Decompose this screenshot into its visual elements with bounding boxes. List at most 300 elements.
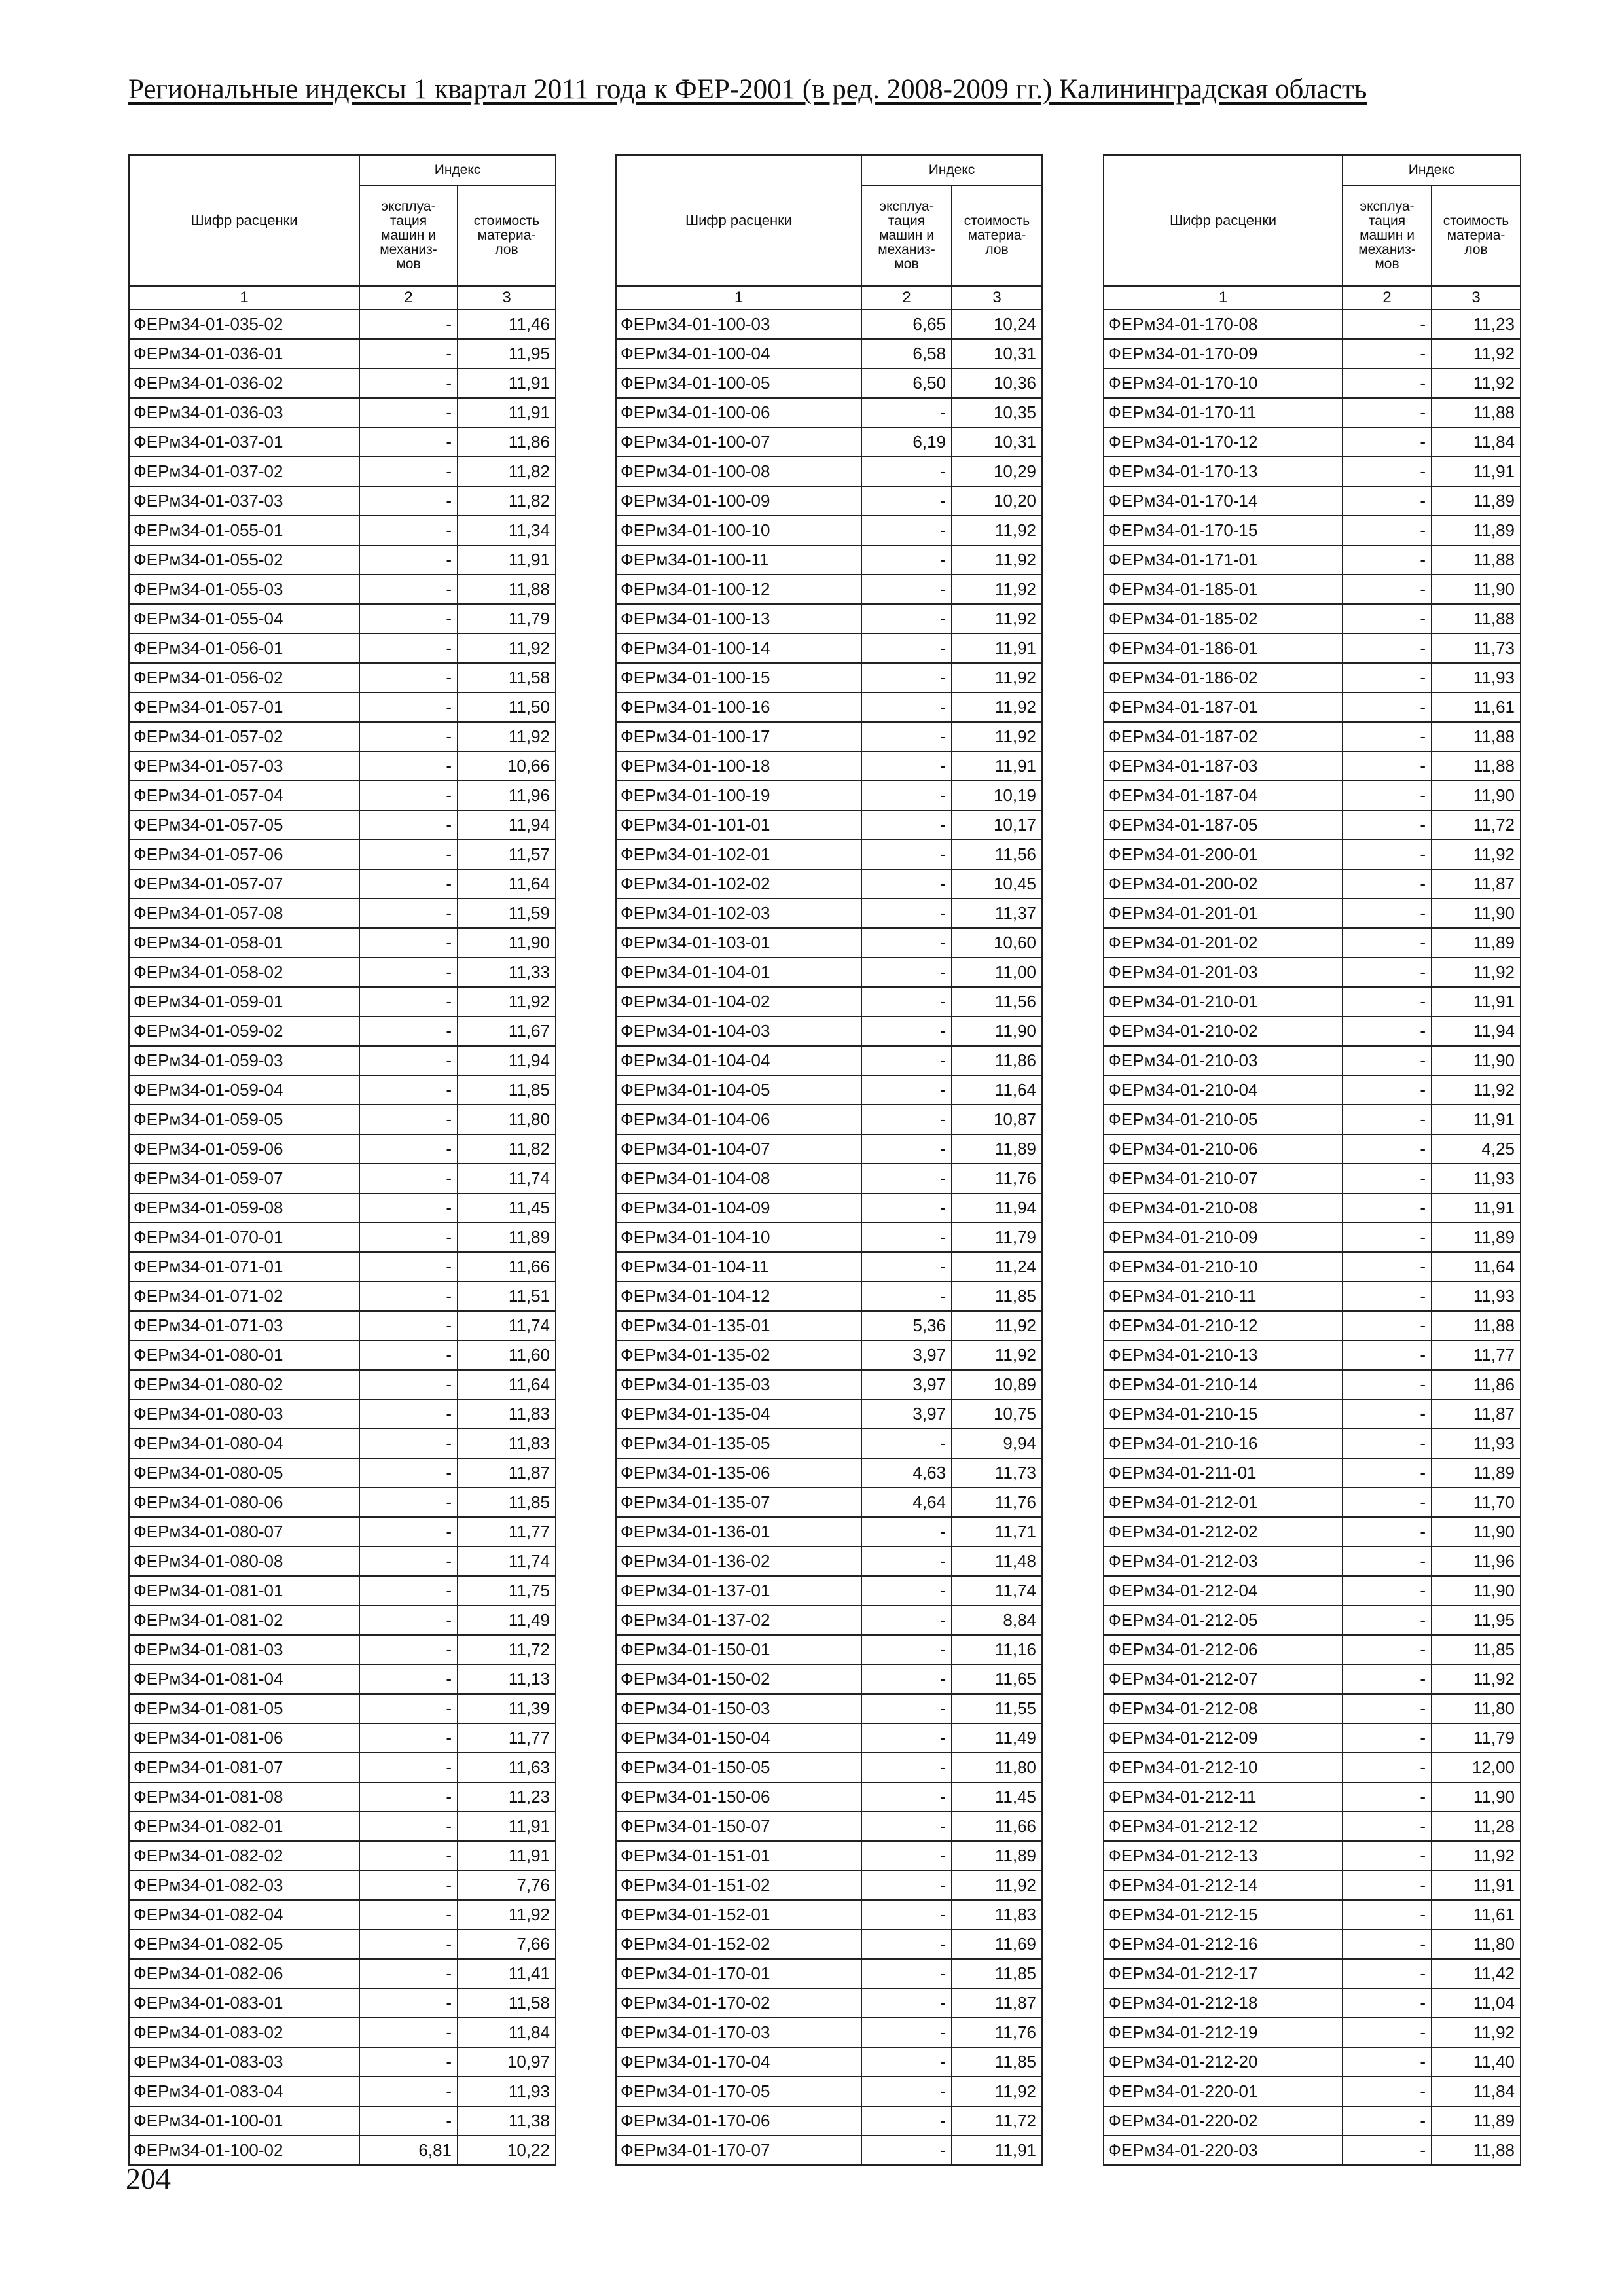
- machines-index-cell: -: [359, 840, 458, 869]
- materials-index-cell: 11,85: [458, 1488, 556, 1517]
- rate-code-cell: ФЕРм34-01-135-03: [616, 1370, 861, 1399]
- materials-index-cell: 11,24: [952, 1252, 1042, 1282]
- table-row: [616, 781, 1042, 810]
- materials-index-cell: 11,95: [1432, 1605, 1521, 1635]
- table-row: [616, 575, 1042, 604]
- table-row: [129, 1134, 556, 1164]
- rate-code-cell: ФЕРм34-01-057-03: [129, 751, 359, 781]
- rate-code-cell: ФЕРм34-01-210-04: [1104, 1075, 1343, 1105]
- rate-code-cell: ФЕРм34-01-170-13: [1104, 457, 1343, 486]
- machines-index-cell: -: [359, 1223, 458, 1252]
- rate-code-cell: ФЕРм34-01-083-01: [129, 1988, 359, 2018]
- rate-code-cell: ФЕРм34-01-083-04: [129, 2077, 359, 2106]
- rate-code-cell: ФЕРм34-01-187-01: [1104, 692, 1343, 722]
- table-row: [129, 928, 556, 958]
- materials-index-cell: 11,04: [1432, 1988, 1521, 2018]
- materials-index-cell: 11,91: [458, 1841, 556, 1871]
- table-row: [1104, 1399, 1521, 1429]
- index-table-2: [615, 154, 1043, 2166]
- materials-index-cell: 11,13: [458, 1664, 556, 1694]
- table-row: [1104, 2047, 1521, 2077]
- rate-code-cell: ФЕРм34-01-212-02: [1104, 1517, 1343, 1547]
- materials-index-cell: 11,90: [1432, 575, 1521, 604]
- rate-code-cell: ФЕРм34-01-100-19: [616, 781, 861, 810]
- machines-index-cell: -: [359, 1164, 458, 1193]
- table-row: [1104, 1223, 1521, 1252]
- table-row: [129, 1458, 556, 1488]
- machines-index-cell: -: [861, 2018, 952, 2047]
- header-code: Шифр расценки: [1104, 155, 1343, 286]
- materials-index-cell: 11,87: [1432, 1399, 1521, 1429]
- rate-code-cell: ФЕРм34-01-037-03: [129, 486, 359, 516]
- materials-index-cell: 11,83: [952, 1900, 1042, 1929]
- rate-code-cell: ФЕРм34-01-212-07: [1104, 1664, 1343, 1694]
- materials-index-cell: 11,85: [458, 1075, 556, 1105]
- rate-code-cell: ФЕРм34-01-212-06: [1104, 1635, 1343, 1664]
- rate-code-cell: ФЕРм34-01-212-13: [1104, 1841, 1343, 1871]
- materials-index-cell: 11,90: [1432, 899, 1521, 928]
- materials-index-cell: 10,87: [952, 1105, 1042, 1134]
- table-row: [1104, 810, 1521, 840]
- materials-index-cell: 11,84: [1432, 2077, 1521, 2106]
- rate-code-cell: ФЕРм34-01-100-04: [616, 339, 861, 368]
- materials-index-cell: 11,89: [952, 1841, 1042, 1871]
- materials-index-cell: 11,58: [458, 663, 556, 692]
- machines-index-cell: -: [861, 457, 952, 486]
- table-row: [129, 310, 556, 339]
- rate-code-cell: ФЕРм34-01-170-01: [616, 1959, 861, 1988]
- header-num-2: 2: [1343, 286, 1432, 310]
- materials-index-cell: 11,49: [952, 1723, 1042, 1753]
- table-row: [1104, 1929, 1521, 1959]
- machines-index-cell: -: [1343, 1223, 1432, 1252]
- materials-index-cell: 11,74: [458, 1164, 556, 1193]
- rate-code-cell: ФЕРм34-01-059-06: [129, 1134, 359, 1164]
- machines-index-cell: -: [1343, 2047, 1432, 2077]
- table-row: [616, 427, 1042, 457]
- rate-code-cell: ФЕРм34-01-135-06: [616, 1458, 861, 1488]
- machines-index-cell: -: [359, 1929, 458, 1959]
- rate-code-cell: ФЕРм34-01-212-16: [1104, 1929, 1343, 1959]
- rate-code-cell: ФЕРм34-01-081-02: [129, 1605, 359, 1635]
- materials-index-cell: 11,64: [952, 1075, 1042, 1105]
- rate-code-cell: ФЕРм34-01-170-06: [616, 2106, 861, 2136]
- rate-code-cell: ФЕРм34-01-104-02: [616, 987, 861, 1016]
- rate-code-cell: ФЕРм34-01-102-02: [616, 869, 861, 899]
- materials-index-cell: 11,92: [1432, 840, 1521, 869]
- materials-index-cell: 10,19: [952, 781, 1042, 810]
- machines-index-cell: -: [861, 398, 952, 427]
- rate-code-cell: ФЕРм34-01-080-07: [129, 1517, 359, 1547]
- header-num-3: 3: [952, 286, 1042, 310]
- table-row: [616, 1694, 1042, 1723]
- header-machines: эксплуа- тация машин и механиз- мов: [861, 185, 952, 286]
- rate-code-cell: ФЕРм34-01-210-13: [1104, 1340, 1343, 1370]
- rate-code-cell: ФЕРм34-01-100-02: [129, 2136, 359, 2165]
- materials-index-cell: 10,36: [952, 368, 1042, 398]
- table-row: [129, 575, 556, 604]
- table-row: [616, 1429, 1042, 1458]
- machines-index-cell: -: [359, 1694, 458, 1723]
- materials-index-cell: 11,73: [1432, 634, 1521, 663]
- rate-code-cell: ФЕРм34-01-170-15: [1104, 516, 1343, 545]
- machines-index-cell: -: [861, 987, 952, 1016]
- machines-index-cell: 6,19: [861, 427, 952, 457]
- rate-code-cell: ФЕРм34-01-104-03: [616, 1016, 861, 1046]
- materials-index-cell: 11,89: [1432, 1223, 1521, 1252]
- rate-code-cell: ФЕРм34-01-081-06: [129, 1723, 359, 1753]
- machines-index-cell: -: [861, 604, 952, 634]
- materials-index-cell: 11,90: [952, 1016, 1042, 1046]
- materials-index-cell: 11,82: [458, 486, 556, 516]
- rate-code-cell: ФЕРм34-01-037-02: [129, 457, 359, 486]
- rate-code-cell: ФЕРм34-01-170-03: [616, 2018, 861, 2047]
- table-row: [616, 545, 1042, 575]
- machines-index-cell: -: [1343, 1340, 1432, 1370]
- table-row: [1104, 634, 1521, 663]
- machines-index-cell: -: [359, 2018, 458, 2047]
- table-row: [616, 1488, 1042, 1517]
- table-row: [1104, 1311, 1521, 1340]
- materials-index-cell: 11,92: [1432, 1075, 1521, 1105]
- materials-index-cell: 11,77: [458, 1723, 556, 1753]
- materials-index-cell: 11,76: [952, 1488, 1042, 1517]
- machines-index-cell: -: [861, 1282, 952, 1311]
- materials-index-cell: 11,23: [1432, 310, 1521, 339]
- table-row: [1104, 781, 1521, 810]
- table-row: [129, 1959, 556, 1988]
- machines-index-cell: 6,50: [861, 368, 952, 398]
- machines-index-cell: -: [359, 1723, 458, 1753]
- machines-index-cell: -: [1343, 1311, 1432, 1340]
- table-row: [129, 457, 556, 486]
- machines-index-cell: -: [861, 1959, 952, 1988]
- table-row: [129, 1841, 556, 1871]
- table-row: [129, 1282, 556, 1311]
- machines-index-cell: -: [1343, 810, 1432, 840]
- rate-code-cell: ФЕРм34-01-083-02: [129, 2018, 359, 2047]
- table-row: [129, 634, 556, 663]
- table-row: [1104, 457, 1521, 486]
- rate-code-cell: ФЕРм34-01-102-01: [616, 840, 861, 869]
- machines-index-cell: -: [861, 1605, 952, 1635]
- rate-code-cell: ФЕРм34-01-057-07: [129, 869, 359, 899]
- rate-code-cell: ФЕРм34-01-185-02: [1104, 604, 1343, 634]
- materials-index-cell: 10,60: [952, 928, 1042, 958]
- materials-index-cell: 11,92: [952, 2077, 1042, 2106]
- materials-index-cell: 4,25: [1432, 1134, 1521, 1164]
- table-row: [1104, 1016, 1521, 1046]
- materials-index-cell: 10,97: [458, 2047, 556, 2077]
- materials-index-cell: 11,37: [952, 899, 1042, 928]
- machines-index-cell: -: [359, 1782, 458, 1812]
- table-row: [129, 1399, 556, 1429]
- machines-index-cell: -: [359, 1753, 458, 1782]
- materials-index-cell: 11,90: [1432, 1782, 1521, 1812]
- rate-code-cell: ФЕРм34-01-201-01: [1104, 899, 1343, 928]
- machines-index-cell: -: [359, 1812, 458, 1841]
- machines-index-cell: -: [1343, 1576, 1432, 1605]
- rate-code-cell: ФЕРм34-01-152-02: [616, 1929, 861, 1959]
- rate-code-cell: ФЕРм34-01-170-05: [616, 2077, 861, 2106]
- index-table-1: [128, 154, 556, 2166]
- rate-code-cell: ФЕРм34-01-170-14: [1104, 486, 1343, 516]
- rate-code-cell: ФЕРм34-01-150-07: [616, 1812, 861, 1841]
- materials-index-cell: 11,91: [1432, 1105, 1521, 1134]
- materials-index-cell: 11,92: [1432, 958, 1521, 987]
- table-row: [616, 1900, 1042, 1929]
- rate-code-cell: ФЕРм34-01-210-16: [1104, 1429, 1343, 1458]
- materials-index-cell: 11,66: [458, 1252, 556, 1282]
- machines-index-cell: -: [861, 692, 952, 722]
- table-row: [616, 1223, 1042, 1252]
- materials-index-cell: 11,23: [458, 1782, 556, 1812]
- table-row: [616, 751, 1042, 781]
- materials-index-cell: 11,82: [458, 1134, 556, 1164]
- materials-index-cell: 11,64: [458, 869, 556, 899]
- machines-index-cell: -: [359, 1900, 458, 1929]
- materials-index-cell: 11,91: [1432, 457, 1521, 486]
- rate-code-cell: ФЕРм34-01-211-01: [1104, 1458, 1343, 1488]
- materials-index-cell: 10,45: [952, 869, 1042, 899]
- materials-index-cell: 11,94: [458, 810, 556, 840]
- materials-index-cell: 11,95: [458, 339, 556, 368]
- table-row: [616, 1340, 1042, 1370]
- materials-index-cell: 11,65: [952, 1664, 1042, 1694]
- table-row: [616, 2106, 1042, 2136]
- rate-code-cell: ФЕРм34-01-210-02: [1104, 1016, 1343, 1046]
- machines-index-cell: -: [861, 2136, 952, 2165]
- materials-index-cell: 11,89: [458, 1223, 556, 1252]
- table-row: [616, 1282, 1042, 1311]
- table-row: [1104, 928, 1521, 958]
- materials-index-cell: 11,92: [952, 1340, 1042, 1370]
- table-row: [129, 899, 556, 928]
- machines-index-cell: -: [1343, 486, 1432, 516]
- machines-index-cell: -: [861, 1046, 952, 1075]
- materials-index-cell: 11,92: [1432, 368, 1521, 398]
- machines-index-cell: -: [861, 722, 952, 751]
- machines-index-cell: -: [359, 1871, 458, 1900]
- materials-index-cell: 11,79: [458, 604, 556, 634]
- machines-index-cell: -: [861, 810, 952, 840]
- machines-index-cell: -: [359, 1517, 458, 1547]
- table-row: [129, 1576, 556, 1605]
- table-row: [129, 368, 556, 398]
- machines-index-cell: -: [359, 663, 458, 692]
- machines-index-cell: -: [1343, 899, 1432, 928]
- machines-index-cell: -: [359, 899, 458, 928]
- machines-index-cell: -: [359, 1282, 458, 1311]
- materials-index-cell: 7,76: [458, 1871, 556, 1900]
- materials-index-cell: 11,85: [952, 1282, 1042, 1311]
- materials-index-cell: 11,74: [458, 1547, 556, 1576]
- machines-index-cell: 4,64: [861, 1488, 952, 1517]
- materials-index-cell: 11,88: [1432, 751, 1521, 781]
- machines-index-cell: -: [359, 1311, 458, 1340]
- table-row: [616, 958, 1042, 987]
- table-row: [129, 604, 556, 634]
- machines-index-cell: -: [359, 1635, 458, 1664]
- rate-code-cell: ФЕРм34-01-150-05: [616, 1753, 861, 1782]
- materials-index-cell: 9,94: [952, 1429, 1042, 1458]
- table-row: [616, 310, 1042, 339]
- machines-index-cell: -: [1343, 310, 1432, 339]
- table-row: [1104, 840, 1521, 869]
- table-row: [616, 398, 1042, 427]
- machines-index-cell: -: [1343, 781, 1432, 810]
- rate-code-cell: ФЕРм34-01-081-03: [129, 1635, 359, 1664]
- materials-index-cell: 11,93: [1432, 1164, 1521, 1193]
- materials-index-cell: 11,28: [1432, 1812, 1521, 1841]
- table-row: [1104, 516, 1521, 545]
- rate-code-cell: ФЕРм34-01-059-05: [129, 1105, 359, 1134]
- materials-index-cell: 11,85: [952, 1959, 1042, 1988]
- machines-index-cell: 6,58: [861, 339, 952, 368]
- rate-code-cell: ФЕРм34-01-200-02: [1104, 869, 1343, 899]
- machines-index-cell: -: [359, 604, 458, 634]
- table-row: [129, 1311, 556, 1340]
- table-row: [1104, 1282, 1521, 1311]
- rate-code-cell: ФЕРм34-01-071-02: [129, 1282, 359, 1311]
- machines-index-cell: -: [359, 486, 458, 516]
- materials-index-cell: 11,69: [952, 1929, 1042, 1959]
- machines-index-cell: -: [359, 2047, 458, 2077]
- machines-index-cell: -: [861, 1075, 952, 1105]
- materials-index-cell: 11,40: [1432, 2047, 1521, 2077]
- machines-index-cell: -: [1343, 1871, 1432, 1900]
- rate-code-cell: ФЕРм34-01-212-01: [1104, 1488, 1343, 1517]
- table-row: [616, 663, 1042, 692]
- table-row: [129, 1075, 556, 1105]
- materials-index-cell: 11,45: [458, 1193, 556, 1223]
- rate-code-cell: ФЕРм34-01-212-11: [1104, 1782, 1343, 1812]
- machines-index-cell: -: [861, 1635, 952, 1664]
- rate-code-cell: ФЕРм34-01-100-03: [616, 310, 861, 339]
- machines-index-cell: -: [861, 1871, 952, 1900]
- table-row: [1104, 1605, 1521, 1635]
- machines-index-cell: -: [1343, 751, 1432, 781]
- table-row: [1104, 1458, 1521, 1488]
- machines-index-cell: -: [861, 1016, 952, 1046]
- materials-index-cell: 11,92: [952, 1871, 1042, 1900]
- table-row: [1104, 1694, 1521, 1723]
- rate-code-cell: ФЕРм34-01-100-09: [616, 486, 861, 516]
- table-row: [129, 1488, 556, 1517]
- table-row: [1104, 575, 1521, 604]
- machines-index-cell: -: [359, 692, 458, 722]
- rate-code-cell: ФЕРм34-01-055-01: [129, 516, 359, 545]
- table-row: [616, 604, 1042, 634]
- rate-code-cell: ФЕРм34-01-104-09: [616, 1193, 861, 1223]
- machines-index-cell: -: [359, 1959, 458, 1988]
- materials-index-cell: 11,80: [952, 1753, 1042, 1782]
- materials-index-cell: 11,67: [458, 1016, 556, 1046]
- rate-code-cell: ФЕРм34-01-104-01: [616, 958, 861, 987]
- materials-index-cell: 11,85: [1432, 1635, 1521, 1664]
- machines-index-cell: -: [1343, 1753, 1432, 1782]
- materials-index-cell: 11,92: [952, 604, 1042, 634]
- rate-code-cell: ФЕРм34-01-082-01: [129, 1812, 359, 1841]
- machines-index-cell: -: [359, 1105, 458, 1134]
- rate-code-cell: ФЕРм34-01-210-12: [1104, 1311, 1343, 1340]
- materials-index-cell: 11,92: [952, 1311, 1042, 1340]
- machines-index-cell: -: [359, 1488, 458, 1517]
- machines-index-cell: -: [359, 1664, 458, 1694]
- table-row: [616, 1988, 1042, 2018]
- machines-index-cell: -: [1343, 339, 1432, 368]
- machines-index-cell: -: [1343, 1046, 1432, 1075]
- page-number: 204: [126, 2162, 171, 2195]
- table-row: [1104, 1782, 1521, 1812]
- table-row: [1104, 1370, 1521, 1399]
- materials-index-cell: 11,64: [458, 1370, 556, 1399]
- machines-index-cell: -: [1343, 1841, 1432, 1871]
- rate-code-cell: ФЕРм34-01-100-08: [616, 457, 861, 486]
- machines-index-cell: -: [359, 1340, 458, 1370]
- materials-index-cell: 11,46: [458, 310, 556, 339]
- table-row: [1104, 1547, 1521, 1576]
- machines-index-cell: -: [861, 1782, 952, 1812]
- header-num-1: 1: [616, 286, 861, 310]
- rate-code-cell: ФЕРм34-01-080-02: [129, 1370, 359, 1399]
- materials-index-cell: 11,86: [1432, 1370, 1521, 1399]
- table-row: [1104, 1517, 1521, 1547]
- rate-code-cell: ФЕРм34-01-100-01: [129, 2106, 359, 2136]
- table-row: [616, 1399, 1042, 1429]
- header-num-3: 3: [1432, 286, 1521, 310]
- rate-code-cell: ФЕРм34-01-080-08: [129, 1547, 359, 1576]
- rate-code-cell: ФЕРм34-01-082-03: [129, 1871, 359, 1900]
- materials-index-cell: 11,93: [458, 2077, 556, 2106]
- rate-code-cell: ФЕРм34-01-212-20: [1104, 2047, 1343, 2077]
- table-row: [129, 516, 556, 545]
- machines-index-cell: -: [359, 1399, 458, 1429]
- materials-index-cell: 10,22: [458, 2136, 556, 2165]
- machines-index-cell: -: [359, 928, 458, 958]
- rate-code-cell: ФЕРм34-01-210-08: [1104, 1193, 1343, 1223]
- machines-index-cell: 3,97: [861, 1340, 952, 1370]
- machines-index-cell: -: [861, 634, 952, 663]
- table-row: [616, 1576, 1042, 1605]
- table-row: [1104, 1164, 1521, 1193]
- materials-index-cell: 11,92: [952, 516, 1042, 545]
- machines-index-cell: -: [1343, 1075, 1432, 1105]
- rate-code-cell: ФЕРм34-01-152-01: [616, 1900, 861, 1929]
- materials-index-cell: 11,92: [1432, 339, 1521, 368]
- table-row: [616, 1871, 1042, 1900]
- rate-code-cell: ФЕРм34-01-150-04: [616, 1723, 861, 1753]
- machines-index-cell: -: [1343, 1458, 1432, 1488]
- machines-index-cell: -: [861, 486, 952, 516]
- materials-index-cell: 11,91: [458, 545, 556, 575]
- machines-index-cell: -: [359, 1370, 458, 1399]
- machines-index-cell: -: [359, 310, 458, 339]
- rate-code-cell: ФЕРм34-01-059-03: [129, 1046, 359, 1075]
- rate-code-cell: ФЕРм34-01-137-01: [616, 1576, 861, 1605]
- machines-index-cell: -: [1343, 575, 1432, 604]
- table-row: [1104, 1075, 1521, 1105]
- machines-index-cell: -: [1343, 1605, 1432, 1635]
- materials-index-cell: 11,92: [1432, 1664, 1521, 1694]
- machines-index-cell: -: [359, 987, 458, 1016]
- table-row: [616, 869, 1042, 899]
- materials-index-cell: 11,92: [1432, 1841, 1521, 1871]
- materials-index-cell: 11,83: [458, 1399, 556, 1429]
- machines-index-cell: -: [359, 810, 458, 840]
- table-row: [129, 545, 556, 575]
- table-row: [129, 1370, 556, 1399]
